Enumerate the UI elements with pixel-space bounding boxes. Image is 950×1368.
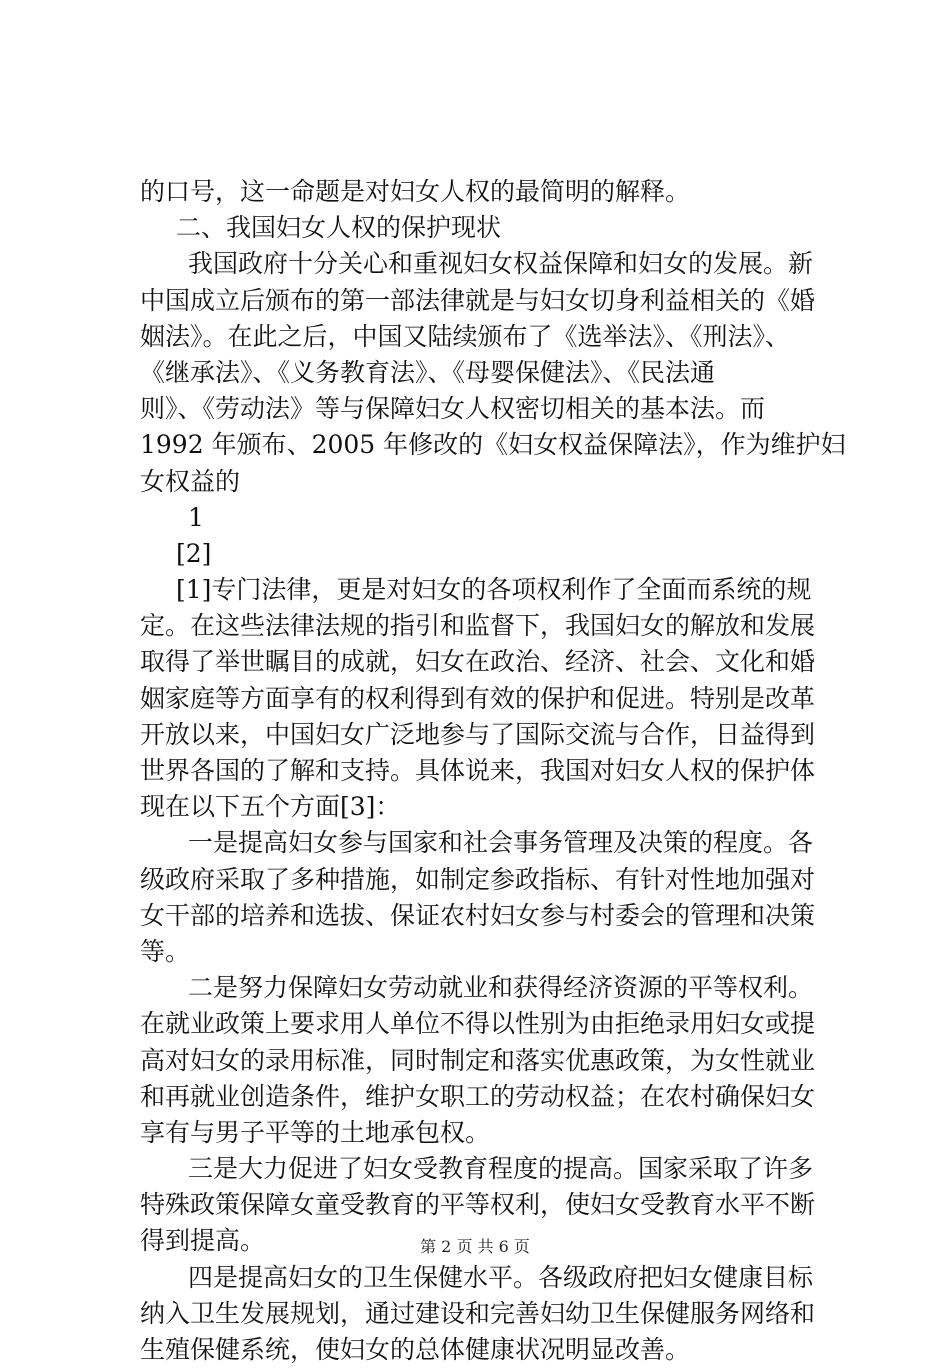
footnote-marker: 1: [188, 502, 204, 532]
paragraph-line: 开放以来，中国妇女广泛地参与了国际交流与合作，日益得到: [140, 719, 816, 749]
paragraph-line: 一是提高妇女参与国家和社会事务管理及决策的程度。各: [188, 828, 814, 858]
paragraph-line: 等。: [140, 936, 191, 966]
paragraph-line: 四是提高妇女的卫生保健水平。各级政府把妇女健康目标: [188, 1262, 814, 1292]
paragraph-line: 定。在这些法律法规的指引和监督下，我国妇女的解放和发展: [140, 611, 816, 641]
paragraph-line: 纳入卫生发展规划，通过建设和完善妇幼卫生保健服务网络和: [140, 1298, 816, 1328]
paragraph-line: 高对妇女的录用标准，同时制定和落实优惠政策，为女性就业: [140, 1045, 816, 1075]
paragraph-line: 二是努力保障妇女劳动就业和获得经济资源的平等权利。: [188, 973, 814, 1003]
paragraph-line: 得到提高。: [140, 1226, 266, 1256]
paragraph-line: 的口号，这一命题是对妇女人权的最简明的解释。: [140, 177, 691, 206]
paragraph-line: 三是大力促进了妇女受教育程度的提高。国家采取了许多: [188, 1154, 814, 1184]
paragraph-line: 在就业政策上要求用人单位不得以性别为由拒绝录用妇女或提: [140, 1009, 816, 1039]
body-text: [140, 174, 846, 1368]
paragraph-line: 则》、《劳动法》等与保障妇女人权密切相关的基本法。而: [140, 394, 766, 424]
paragraph-line: 现在以下五个方面[3]：: [140, 792, 401, 822]
paragraph-line: 生殖保健系统，使妇女的总体健康状况明显改善。: [140, 1335, 691, 1364]
page-number-footer: 第 2 页 共 6 页: [420, 1237, 530, 1256]
paragraph-line: 中国成立后颁布的第一部法律就是与妇女切身利益相关的《婚: [140, 285, 816, 315]
paragraph-line: 《继承法》、《义务教育法》、《母婴保健法》、《民法通: [140, 357, 716, 387]
paragraph-line: 级政府采取了多种措施，如制定参政指标、有针对性地加强对: [140, 864, 816, 894]
paragraph-line: 1992 年颁布、2005 年修改的《妇女权益保障法》，作为维护妇: [140, 430, 846, 460]
paragraph-line: 和再就业创造条件，维护女职工的劳动权益；在农村确保妇女: [140, 1081, 816, 1111]
paragraph-line: 享有与男子平等的土地承包权。: [140, 1117, 491, 1147]
paragraph-line: 姻法》。在此之后，中国又陆续颁布了《选举法》、《刑法》、: [140, 321, 791, 351]
paragraph-line: 取得了举世瞩目的成就，妇女在政治、经济、社会、文化和婚: [140, 647, 816, 677]
paragraph-line: 世界各国的了解和支持。具体说来，我国对妇女人权的保护体: [140, 756, 816, 785]
paragraph-line: 女干部的培养和选拔、保证农村妇女参与村委会的管理和决策: [140, 900, 816, 930]
citation-marker: [2]: [176, 538, 212, 568]
paragraph-line: 我国政府十分关心和重视妇女权益保障和妇女的发展。新: [188, 249, 814, 279]
section-heading: 二、我国妇女人权的保护现状: [176, 213, 502, 243]
paragraph-line: 姻家庭等方面享有的权利得到有效的保护和促进。特别是改革: [140, 683, 816, 713]
paragraph-line: [1]专门法律，更是对妇女的各项权利作了全面而系统的规: [176, 575, 812, 605]
paragraph-line: 女权益的: [140, 466, 241, 496]
paragraph-line: 特殊政策保障女童受教育的平等权利，使妇女受教育水平不断: [140, 1190, 816, 1220]
